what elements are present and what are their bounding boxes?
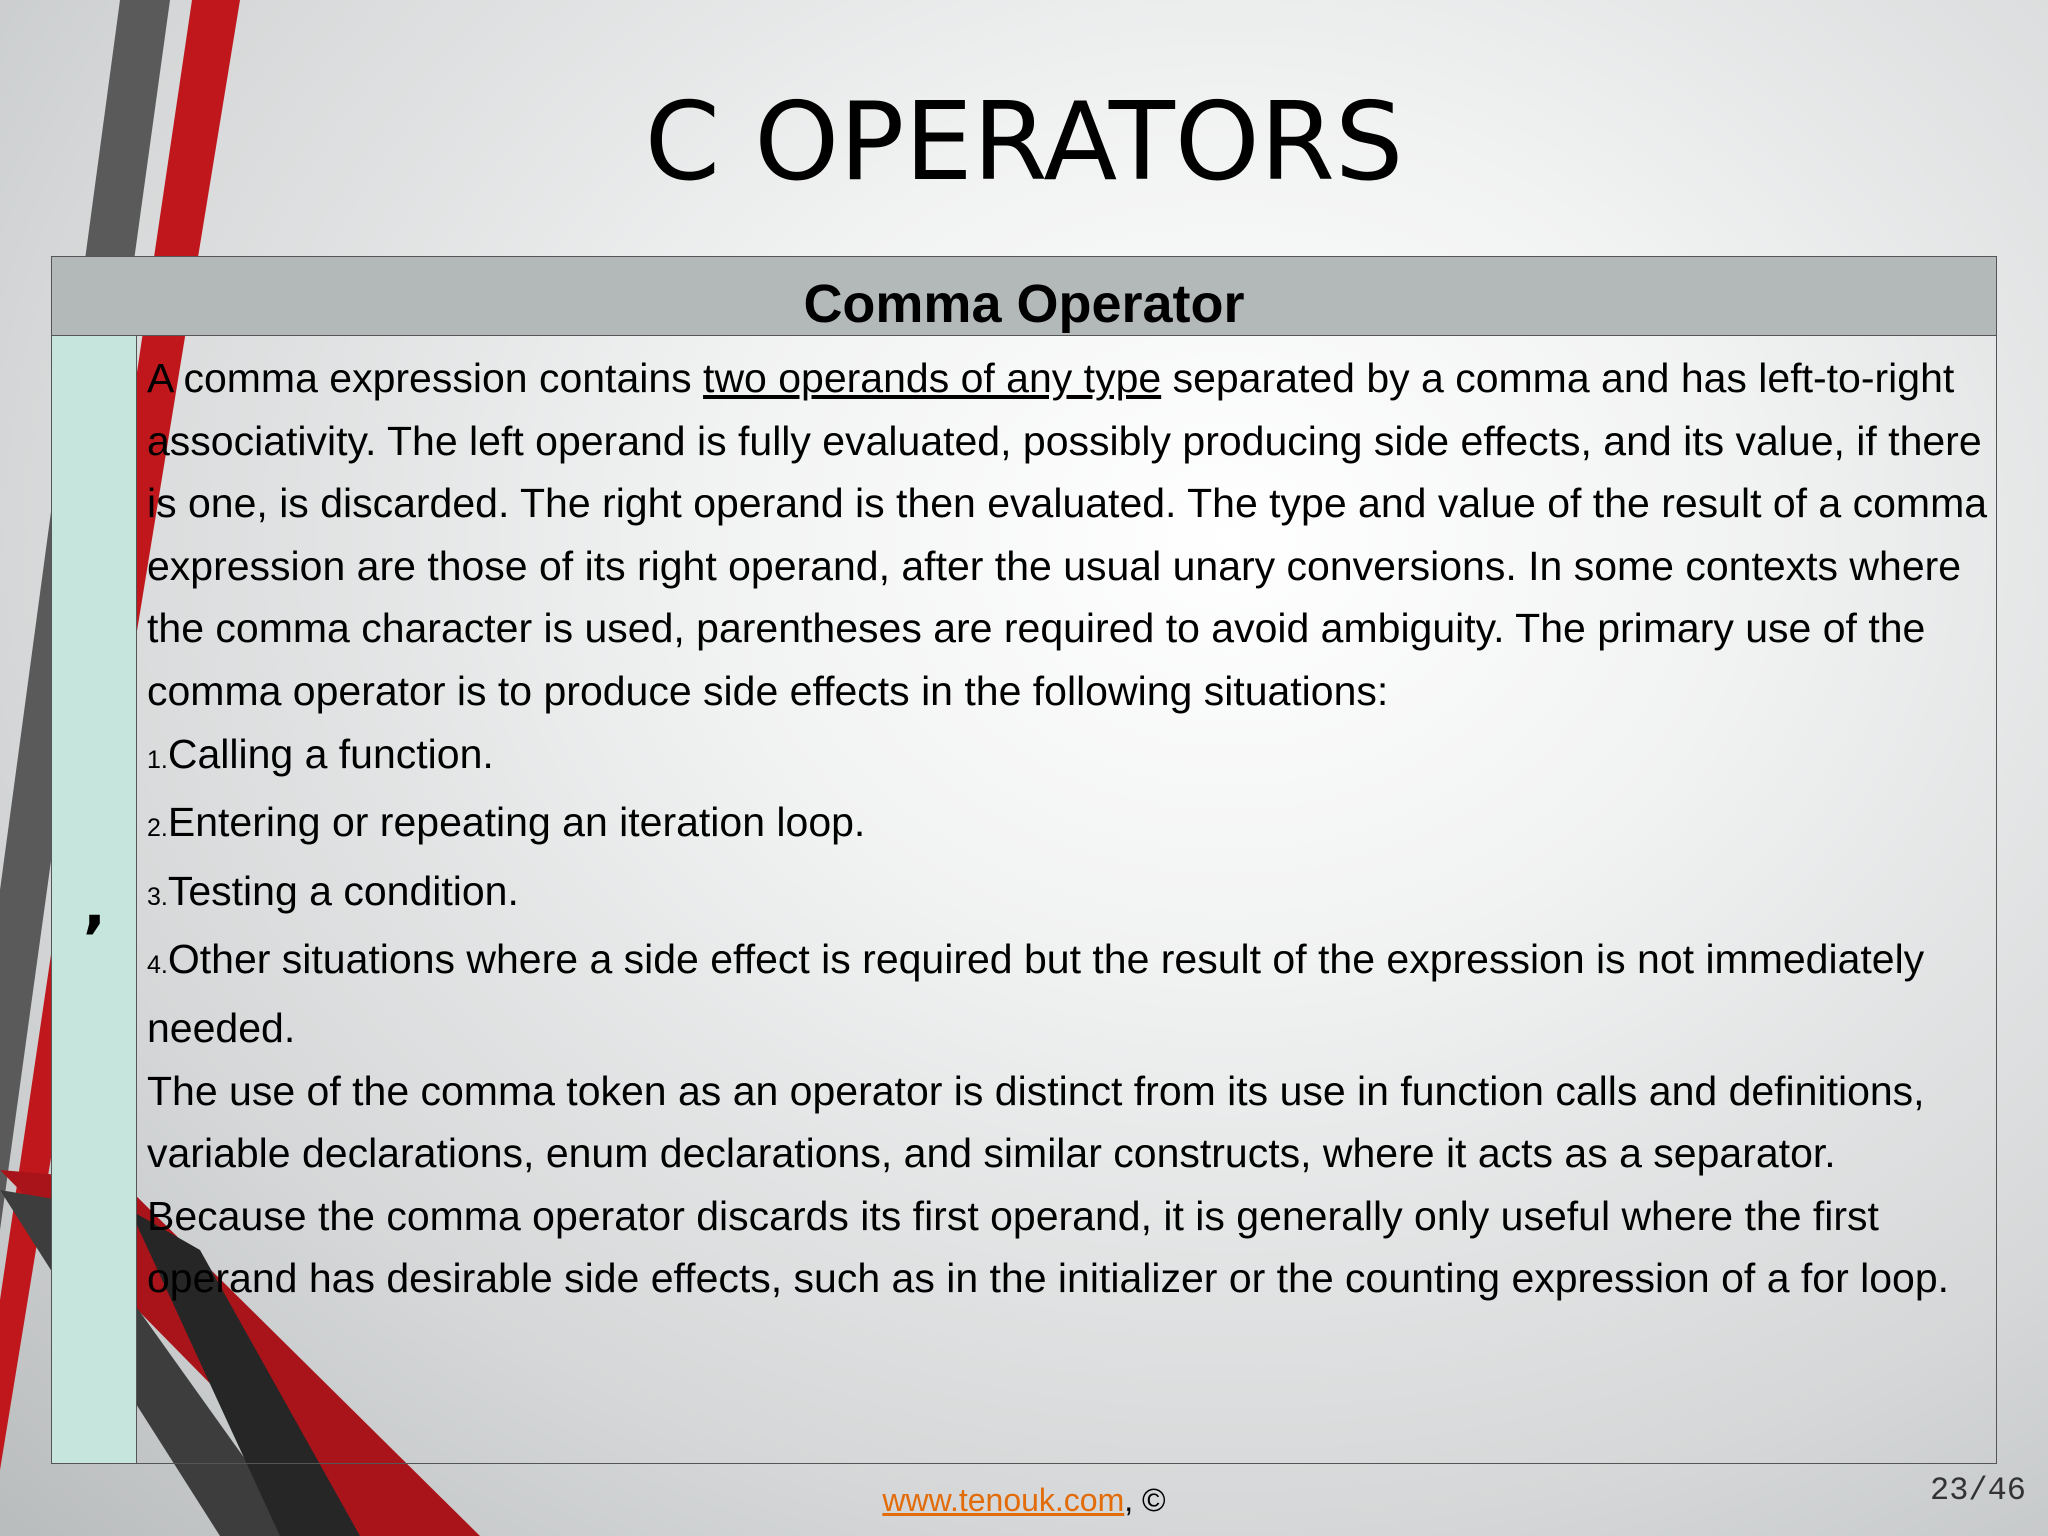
list-item: 4.Other situations where a side effect is required but the result of the expression is not immediately needed. xyxy=(147,936,1925,1051)
content-table xyxy=(51,256,1997,1464)
table-header: Comma Operator xyxy=(52,257,1996,336)
description-cell xyxy=(147,347,1988,1463)
operator-symbol-cell xyxy=(52,336,137,1463)
intro-paragraph: A comma expression contains two operands of any type separated by a comma and has left-to-right associativity. The left operand is fully evaluated, possibly producing side effects, and its value, if there is one, is discarded. The right operand is then evaluated. The type and value of the result of a comma expression are those of its right operand, after the usual unary conversions. In some contexts where the comma character is used, parentheses are required to avoid ambiguity. The primary use of the comma operator is to produce side effects in the following situations: xyxy=(147,355,1988,714)
copyright-text: , © xyxy=(1124,1482,1166,1518)
tenouk-link[interactable]: www.tenouk.com xyxy=(882,1482,1125,1518)
separator-paragraph: The use of the comma token as an operator is distinct from its use in function calls and definitions, variable declarations, enum declarations, and similar constructs, where it acts as a separator. xyxy=(147,1067,1925,1177)
footer xyxy=(0,1480,2048,1520)
slide-title: C OPERATORS xyxy=(644,80,1404,205)
list-item: 2.Entering or repeating an iteration loop. xyxy=(147,799,866,846)
page-number: 23/46 xyxy=(1929,1472,2026,1509)
list-item: 3.Testing a condition. xyxy=(147,867,519,914)
usage-paragraph: Because the comma operator discards its first operand, it is generally only useful where the first operand has desirable side effects, such as in the initializer or the counting expression of a for loop. xyxy=(147,1192,1950,1302)
list-item: 1.Calling a function. xyxy=(147,730,494,777)
underlined-phrase: two operands of any type xyxy=(703,355,1162,401)
operator-symbol: , xyxy=(83,871,106,941)
